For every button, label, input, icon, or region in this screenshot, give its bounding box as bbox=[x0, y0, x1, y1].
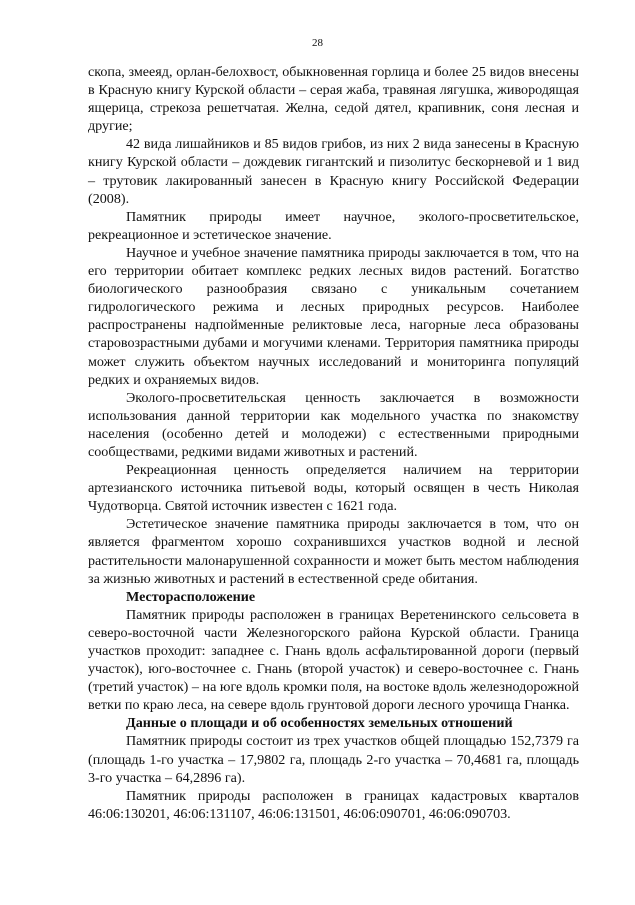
paragraph-educational-value: Эколого-просветительская ценность заключается в возможности использования данной территории как модельного участка по знакомству населения (особенно детей и молодежи) с естественными природными сообществами, редкими видами животных и растений. bbox=[88, 389, 579, 460]
section-heading-location: Месторасположение bbox=[126, 588, 256, 605]
paragraph-lichens-fungi: 42 вида лишайников и 85 видов грибов, из них 2 вида занесены в Красную книгу Курской области – дождевик гигантский и пизолитус бескорневой и 1 вид – трутовик лакированный занесен в Красную книгу Российской Федерации (2008). bbox=[88, 136, 579, 207]
paragraph-location: Памятник природы расположен в границах Веретенинского сельсовета в северо-восточной части Железногорского района Курской области. Граница участков проходит: западнее с. Гнань вдоль асфальтированной дороги (первый участок), юго-восточнее с. Гнань (второй участок) и северо-восточнее с. Гнань (третий участок) – на юге вдоль кромки поля, на востоке вдоль железнодорожной ветки по краю леса, на севере вдоль грунтовой дороги лесного урочища Гнанка. bbox=[88, 606, 579, 714]
paragraph-area: Памятник природы состоит из трех участков общей площадью 152,7379 га (площадь 1-го участка – 17,9802 га, площадь 2-го участка – 70,4681 га, площадь 3-го участка – 64,2896 га). bbox=[88, 733, 579, 786]
paragraph-significance: Памятник природы имеет научное, эколого-просветительское, рекреационное и эстетическое значение. bbox=[88, 208, 579, 243]
paragraph-fauna-list: скопа, змееяд, орлан-белохвост, обыкновенная горлица и более 25 видов внесены в Красную книгу Курской области – серая жаба, травяная лягушка, живородящая ящерица, стрекоза решетчатая. Желна, седой дятел, крапивник, соня лесная и другие; bbox=[88, 64, 579, 135]
paragraph-aesthetic-value: Эстетическое значение памятника природы заключается в том, что он является фрагментом хорошо сохранившихся участков водной и лесной растительности малонарушенной сохранности и может быть местом наблюдения за жизнью животных и растений в естественной среде обитания. bbox=[88, 516, 579, 587]
paragraph-recreational-value: Рекреационная ценность определяется наличием на территории артезианского источника питьевой воды, который освящен в честь Николая Чудотворца. Святой источник известен с 1621 года. bbox=[88, 462, 579, 515]
paragraph-cadastral-quarters: Памятник природы расположен в границах кадастровых кварталов 46:06:130201, 46:06:131107, 46:06:131501, 46:06:090701, 46:06:090703. bbox=[88, 787, 579, 822]
paragraph-scientific-value: Научное и учебное значение памятника природы заключается в том, что на его территории обитает комплекс редких лесных видов растений. Богатство биологического разнообразия связано с уникальным сочетанием гидрологического режима и лесных природных ресурсов. Наиболее распространены надпойменные реликтовые леса, нагорные леса образованы старовозрастными дубами и могучими кленами. Территория памятника природы может служить объектом научных исследований и мониторинга популяций редких и охраняемых видов. bbox=[88, 244, 579, 388]
section-heading-area-data: Данные о площади и об особенностях земельных отношений bbox=[126, 715, 513, 732]
page-number: 28 bbox=[312, 37, 323, 49]
document-body bbox=[88, 63, 579, 823]
